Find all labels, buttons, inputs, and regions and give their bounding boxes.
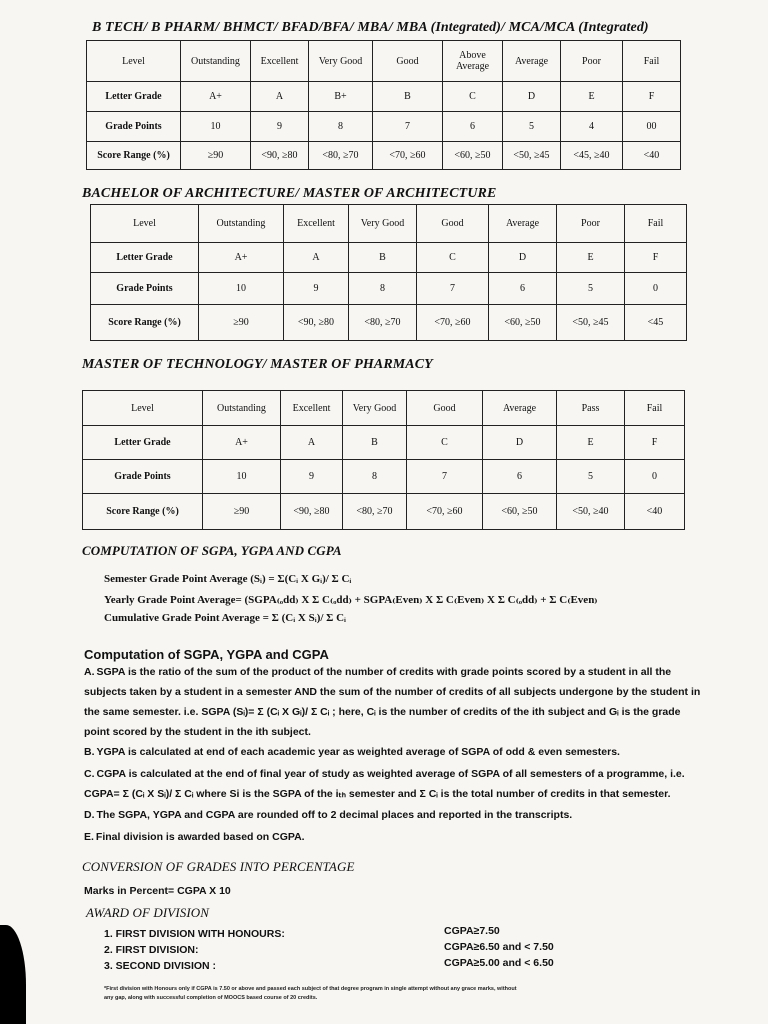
header-cell: Fail	[625, 205, 687, 243]
table-cell: <40	[625, 494, 685, 530]
row-label-cell: Score Range (%)	[83, 494, 203, 530]
header-cell: Poor	[561, 41, 623, 82]
table-row	[83, 426, 685, 460]
table-row	[87, 142, 681, 170]
table-cell: F	[623, 82, 681, 112]
conversion-formula: Marks in Percent= CGPA X 10	[84, 885, 231, 897]
item-text: Final division is awarded based on CGPA.	[95, 831, 305, 843]
explanation-item-a	[84, 662, 704, 742]
table-row	[83, 494, 685, 530]
table-cell: A+	[181, 82, 251, 112]
table-cell: 00	[623, 112, 681, 142]
table-row	[91, 273, 687, 305]
explanation-item-c	[84, 764, 704, 804]
table-cell: <60, ≥50	[443, 142, 503, 170]
item-label: C.	[84, 768, 95, 780]
row-label-cell: Letter Grade	[91, 243, 199, 273]
barch-section-title: BACHELOR OF ARCHITECTURE/ MASTER OF ARCHITECTURE	[82, 186, 497, 201]
row-label-cell: Letter Grade	[83, 426, 203, 460]
table-cell: 10	[203, 460, 281, 494]
table-cell: C	[443, 82, 503, 112]
row-label-cell: Grade Points	[83, 460, 203, 494]
row-label-cell: Score Range (%)	[91, 305, 199, 341]
table-cell: 6	[443, 112, 503, 142]
header-cell: Average	[503, 41, 561, 82]
header-cell: Pass	[557, 391, 625, 426]
award-item-value: CGPA≥7.50	[444, 925, 500, 937]
table-cell: <60, ≥50	[483, 494, 557, 530]
award-item-label: 1. FIRST DIVISION WITH HONOURS:	[104, 928, 285, 940]
mtech-section-title: MASTER OF TECHNOLOGY/ MASTER OF PHARMACY	[82, 357, 433, 372]
header-cell: Very Good	[343, 391, 407, 426]
sgpa-formula: Semester Grade Point Average (Sᵢ) = Σ(Cᵢ X Gᵢ)/ Σ Cᵢ	[104, 573, 352, 585]
table-cell: ≥90	[181, 142, 251, 170]
table-cell: 10	[181, 112, 251, 142]
header-cell: Very Good	[309, 41, 373, 82]
item-text: CGPA is calculated at the end of final year of study as weighted average of SGPA of all semesters of a programme, i.e. CGPA= Σ (Cᵢ X Sᵢ)/ Σ Cᵢ where Si is the SGPA of the iₜₕ semester and Σ Cᵢ is the total number of credits in that semester.	[84, 768, 685, 800]
table-cell: 9	[284, 273, 349, 305]
table-cell: D	[489, 243, 557, 273]
header-cell: Level	[87, 41, 181, 82]
header-cell: Outstanding	[203, 391, 281, 426]
table-cell: <80, ≥70	[309, 142, 373, 170]
award-footnote: *First division with Honours only if CGPA is 7.50 or above and passed each subject of that degree program in single attempt without any grace marks, without any gap, along with successful completion of MOOCS based course of 20 credits.	[104, 986, 517, 1001]
row-label-cell: Grade Points	[91, 273, 199, 305]
table-cell: <40	[623, 142, 681, 170]
item-text: SGPA is the ratio of the sum of the product of the number of credits with grade points scored by a student in all the subjects taken by a student in a semester AND the sum of the number of credits of all subjects undergone by the student in the same semester. i.e. SGPA (Sᵢ)= Σ (Cᵢ X Gᵢ)/ Σ Cᵢ ; here, Cᵢ is the number of credits of the ith subject and Gᵢ is the grade point scored by the student in the ith subject.	[84, 666, 701, 738]
header-cell: Level	[91, 205, 199, 243]
header-cell: Poor	[557, 205, 625, 243]
header-cell: Good	[407, 391, 483, 426]
barch-grade-table	[90, 204, 687, 341]
table-cell: 7	[417, 273, 489, 305]
table-cell: <80, ≥70	[349, 305, 417, 341]
header-cell: Excellent	[284, 205, 349, 243]
table-cell: <45	[625, 305, 687, 341]
table-header-row	[91, 205, 687, 243]
table-cell: 8	[309, 112, 373, 142]
explanation-title: Computation of SGPA, YGPA and CGPA	[84, 647, 329, 662]
table-cell: C	[407, 426, 483, 460]
item-label: E.	[84, 831, 94, 843]
table-cell: 9	[251, 112, 309, 142]
explanation-item-e	[84, 827, 704, 847]
table-cell: D	[483, 426, 557, 460]
award-item-label: 2. FIRST DIVISION:	[104, 944, 199, 956]
table-cell: B	[343, 426, 407, 460]
table-cell: F	[625, 243, 687, 273]
table-cell: B+	[309, 82, 373, 112]
header-cell: Average	[489, 205, 557, 243]
row-label-cell: Letter Grade	[87, 82, 181, 112]
table-cell: 10	[199, 273, 284, 305]
table-cell: ≥90	[199, 305, 284, 341]
table-cell: <45, ≥40	[561, 142, 623, 170]
table-cell: A+	[203, 426, 281, 460]
row-label-cell: Grade Points	[87, 112, 181, 142]
award-item-label: 3. SECOND DIVISION :	[104, 960, 217, 972]
header-cell: Excellent	[281, 391, 343, 426]
table-cell: B	[373, 82, 443, 112]
header-cell: Fail	[625, 391, 685, 426]
table-cell: 6	[489, 273, 557, 305]
table-cell: <50, ≥40	[557, 494, 625, 530]
table-cell: <70, ≥60	[417, 305, 489, 341]
header-cell: Above Average	[443, 41, 503, 82]
award-item-value: CGPA≥6.50 and < 7.50	[444, 941, 554, 953]
table-row	[91, 243, 687, 273]
header-cell: Excellent	[251, 41, 309, 82]
table-cell: A	[251, 82, 309, 112]
table-row	[87, 82, 681, 112]
table-cell: B	[349, 243, 417, 273]
item-text: The SGPA, YGPA and CGPA are rounded off to 2 decimal places and reported in the transcripts.	[96, 809, 573, 821]
header-cell: Fail	[623, 41, 681, 82]
btech-grade-table	[86, 40, 681, 170]
table-cell: A	[281, 426, 343, 460]
cgpa-formula: Cumulative Grade Point Average = Σ (Cᵢ X Sᵢ)/ Σ Cᵢ	[104, 612, 346, 624]
btech-section-title: B TECH/ B PHARM/ BHMCT/ BFAD/BFA/ MBA/ MBA (Integrated)/ MCA/MCA (Integrated)	[92, 20, 649, 35]
table-cell: <60, ≥50	[489, 305, 557, 341]
table-row	[87, 112, 681, 142]
table-cell: 0	[625, 273, 687, 305]
header-cell: Outstanding	[199, 205, 284, 243]
explanation-item-b	[84, 742, 704, 762]
conversion-title: CONVERSION OF GRADES INTO PERCENTAGE	[82, 859, 355, 874]
table-cell: <70, ≥60	[373, 142, 443, 170]
explanation-item-d	[84, 805, 704, 825]
award-title: AWARD OF DIVISION	[86, 905, 210, 920]
table-cell: <50, ≥45	[503, 142, 561, 170]
table-cell: D	[503, 82, 561, 112]
table-cell: A	[284, 243, 349, 273]
table-cell: <90, ≥80	[251, 142, 309, 170]
table-cell: 7	[373, 112, 443, 142]
header-cell: Level	[83, 391, 203, 426]
table-cell: E	[561, 82, 623, 112]
table-cell: <80, ≥70	[343, 494, 407, 530]
table-cell: <90, ≥80	[281, 494, 343, 530]
table-cell: 4	[561, 112, 623, 142]
table-cell: <90, ≥80	[284, 305, 349, 341]
table-cell: 5	[557, 460, 625, 494]
header-cell: Very Good	[349, 205, 417, 243]
table-cell: 5	[557, 273, 625, 305]
computation-title: COMPUTATION OF SGPA, YGPA AND CGPA	[82, 543, 342, 558]
table-row	[91, 305, 687, 341]
table-cell: 7	[407, 460, 483, 494]
ygpa-formula: Yearly Grade Point Average= (SGPA₍ₒdd₎ X Σ C₍ₒdd₎ + SGPA₍Even₎ X Σ C₍Even₎ X Σ C₍ₒdd₎ + Σ C₍Even₎	[104, 594, 598, 606]
item-label: B.	[84, 746, 95, 758]
table-cell: C	[417, 243, 489, 273]
table-cell: A+	[199, 243, 284, 273]
table-cell: ≥90	[203, 494, 281, 530]
table-cell: F	[625, 426, 685, 460]
header-cell: Average	[483, 391, 557, 426]
table-cell: 5	[503, 112, 561, 142]
table-header-row	[87, 41, 681, 82]
photo-shadow	[0, 925, 26, 1024]
item-text: YGPA is calculated at end of each academic year as weighted average of SGPA of odd & even semesters.	[96, 746, 620, 758]
award-item-value: CGPA≥5.00 and < 6.50	[444, 957, 554, 969]
table-cell: E	[557, 426, 625, 460]
table-row	[83, 460, 685, 494]
header-cell: Good	[373, 41, 443, 82]
table-cell: 6	[483, 460, 557, 494]
table-cell: 8	[343, 460, 407, 494]
mtech-grade-table	[82, 390, 685, 530]
header-cell: Good	[417, 205, 489, 243]
table-cell: <50, ≥45	[557, 305, 625, 341]
item-label: D.	[84, 809, 95, 821]
table-cell: 0	[625, 460, 685, 494]
item-label: A.	[84, 666, 95, 678]
table-cell: 8	[349, 273, 417, 305]
table-cell: 9	[281, 460, 343, 494]
table-cell: <70, ≥60	[407, 494, 483, 530]
table-cell: E	[557, 243, 625, 273]
header-cell: Outstanding	[181, 41, 251, 82]
table-header-row	[83, 391, 685, 426]
row-label-cell: Score Range (%)	[87, 142, 181, 170]
